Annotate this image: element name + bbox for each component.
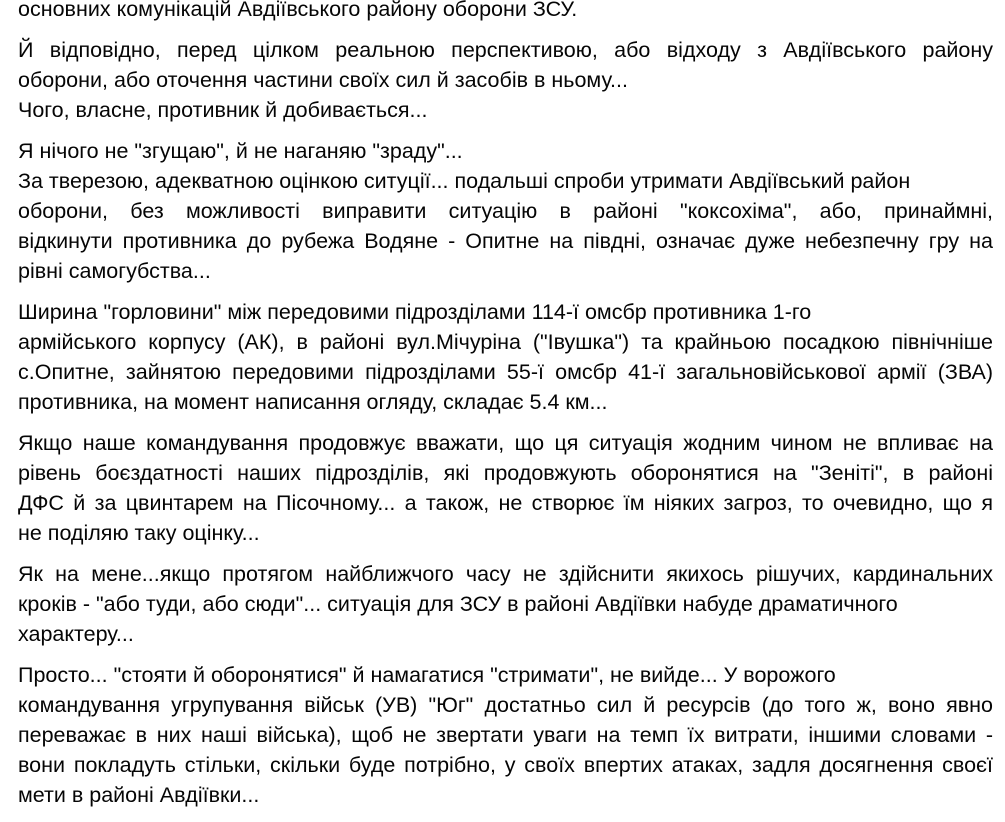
text-line: рівень боєздатності наших підрозділів, які продовжують оборонятися на "Зеніті", в районі — [18, 461, 993, 485]
text-line: противника, на момент написання огляду, складає 5.4 км... — [18, 390, 608, 414]
paragraph-6 — [18, 559, 993, 649]
text-line: Як на мене...якщо протягом найближчого часу не здійснити якихось рішучих, кардинальних — [18, 562, 993, 586]
paragraph-1 — [18, 0, 993, 24]
paragraph-2 — [18, 35, 993, 125]
text-line: оборони, без можливості виправити ситуацію в районі "коксохіма", або, принаймні, — [18, 199, 993, 223]
paragraph-4 — [18, 297, 993, 417]
text-line: мети в районі Авдіївки... — [18, 783, 260, 807]
text-line: Чого, власне, противник й добивається... — [18, 98, 428, 122]
post-text — [18, 0, 993, 821]
text-line: оборони, або оточення частини своїх сил й засобів в ньому... — [18, 68, 628, 92]
text-line: не поділяю таку оцінку... — [18, 521, 260, 545]
text-line: вони покладуть стільки, скільки буде потрібно, у своїх впертих атаках, задля досягнення своєї — [18, 753, 993, 777]
text-line: Ширина "горловини" між передовими підрозділами 114-ї омсбр противника 1-го — [18, 300, 812, 324]
text-line: Якщо наше командування продовжує вважати, що ця ситуація жодним чином не впливає на — [18, 431, 993, 455]
text-line: характеру... — [18, 622, 134, 646]
text-line: Я нічого не "згущаю", й не наганяю "зраду"... — [18, 139, 463, 163]
text-line: кроків - "або туди, або сюди"... ситуація для ЗСУ в районі Авдіївки набуде драматичного — [18, 592, 898, 616]
text-line: відкинути противника до рубежа Водяне - Опитне на півдні, означає дуже небезпечну гру на — [18, 229, 993, 253]
text-line: За тверезою, адекватною оцінкою ситуції... подальші спроби утримати Авдіївський район — [18, 169, 911, 193]
paragraph-3 — [18, 136, 993, 286]
text-line: армійського корпусу (АК), в районі вул.Мічуріна ("Івушка") та крайньою посадкою північніше — [18, 330, 993, 354]
paragraph-5 — [18, 428, 993, 548]
paragraph-7 — [18, 660, 993, 810]
text-line: командування угрупування військ (УВ) "Юг" достатньо сил й ресурсів (до того ж, воно явно — [18, 693, 993, 717]
text-line: основних комунікацій Авдіївського району оборони ЗСУ. — [18, 0, 578, 21]
text-line: с.Опитне, зайнятою передовими підрозділами 55-ї омсбр 41-ї загальновійськової армії (ЗВА) — [18, 360, 993, 384]
text-line: Просто... "стояти й оборонятися" й намагатися "стримати", не вийде... У ворожого — [18, 663, 836, 687]
text-line: переважає в них наші війська), щоб не звертати уваги на темп їх витрати, іншими словами - — [18, 723, 993, 747]
text-line: ДФС й за цвинтарем на Пісочному... а також, не створює їм ніяких загроз, то очевидно, що я — [18, 491, 993, 515]
text-line: Й відповідно, перед цілком реальною перспективою, або відходу з Авдіївського району — [18, 38, 993, 62]
text-line: рівні самогубства... — [18, 259, 211, 283]
